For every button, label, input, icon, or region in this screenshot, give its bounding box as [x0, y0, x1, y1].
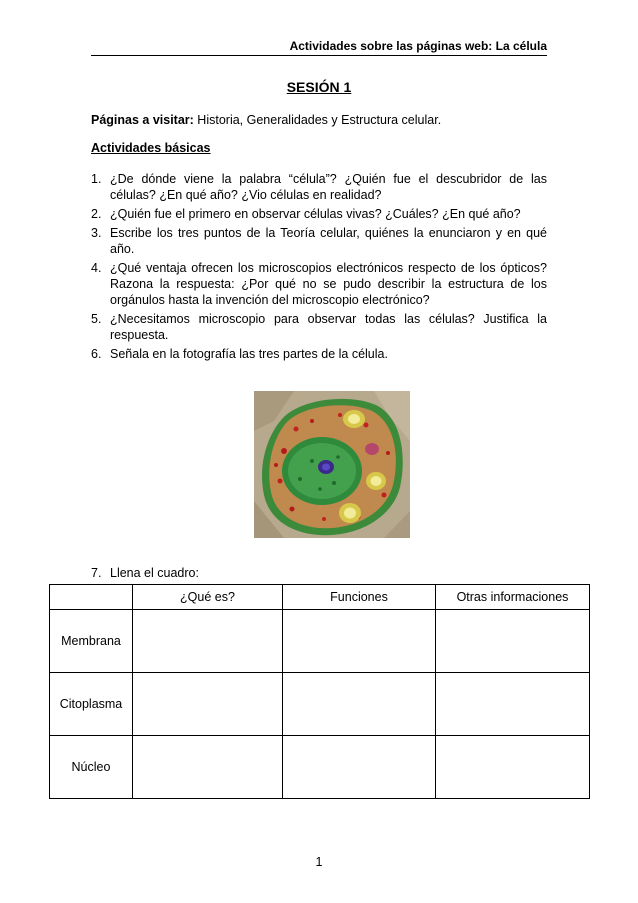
- blank-answer-cell: [283, 673, 436, 736]
- question-item: [91, 260, 547, 308]
- question-text: ¿Necesitamos microscopio para observar todas las células? Justifica la respuesta.: [110, 312, 547, 342]
- pages-to-visit: [91, 113, 441, 127]
- question-text: Escribe los tres puntos de la Teoría celular, quiénes la enunciaron y en qué año.: [110, 226, 547, 256]
- question-number: 2.: [91, 207, 102, 221]
- row-label-citoplasma: Citoplasma: [50, 673, 133, 736]
- page-number: 1: [315, 855, 323, 869]
- question-number: 4.: [91, 261, 102, 275]
- question-item: [91, 206, 547, 222]
- blank-answer-cell: [133, 673, 283, 736]
- question-text: Llena el cuadro:: [110, 566, 199, 580]
- question-item: [91, 346, 547, 362]
- pages-to-visit-text: Historia, Generalidades y Estructura celular.: [193, 113, 442, 127]
- question-text: ¿Quién fue el primero en observar células vivas? ¿Cuáles? ¿En qué año?: [110, 207, 521, 221]
- blank-answer-cell: [133, 736, 283, 799]
- blank-answer-cell: [283, 610, 436, 673]
- question-item: [91, 225, 547, 257]
- fill-in-table: [49, 584, 590, 799]
- question-7: [91, 566, 199, 580]
- table-row: [50, 736, 590, 799]
- column-header-que-es: ¿Qué es?: [133, 585, 283, 610]
- blank-answer-cell: [436, 736, 590, 799]
- question-number: 1.: [91, 172, 102, 186]
- question-item: [91, 171, 547, 203]
- header-rule: [91, 55, 547, 56]
- table-header-row: [50, 585, 590, 610]
- pages-to-visit-label: Páginas a visitar:: [91, 113, 194, 127]
- page-header: Actividades sobre las páginas web: La célula: [289, 39, 547, 53]
- blank-answer-cell: [436, 610, 590, 673]
- blank-answer-cell: [133, 610, 283, 673]
- question-text: Señala en la fotografía las tres partes de la célula.: [110, 347, 388, 361]
- blank-answer-cell: [283, 736, 436, 799]
- question-number: 7.: [91, 566, 102, 580]
- question-text: ¿Qué ventaja ofrecen los microscopios electrónicos respecto de los ópticos? Razona la respuesta: ¿Por qué no se pudo describir la estructura de los orgánulos hasta la invención del microscopio electrónico?: [110, 261, 547, 307]
- question-item: [91, 311, 547, 343]
- session-title: SESIÓN 1: [286, 79, 352, 95]
- table-row: [50, 673, 590, 736]
- column-header-funciones: Funciones: [283, 585, 436, 610]
- question-number: 5.: [91, 312, 102, 326]
- question-number: 3.: [91, 226, 102, 240]
- question-text: ¿De dónde viene la palabra “célula”? ¿Quién fue el descubridor de las células? ¿En qué año? ¿Vio células en realidad?: [110, 172, 547, 202]
- question-number: 6.: [91, 347, 102, 361]
- row-label-nucleo: Núcleo: [50, 736, 133, 799]
- row-label-membrana: Membrana: [50, 610, 133, 673]
- activities-heading: Actividades básicas: [91, 141, 211, 155]
- question-list: [91, 171, 547, 365]
- table-corner-cell: [50, 585, 133, 610]
- column-header-otras: Otras informaciones: [436, 585, 590, 610]
- cell-micrograph: [254, 391, 410, 538]
- table-row: [50, 610, 590, 673]
- blank-answer-cell: [436, 673, 590, 736]
